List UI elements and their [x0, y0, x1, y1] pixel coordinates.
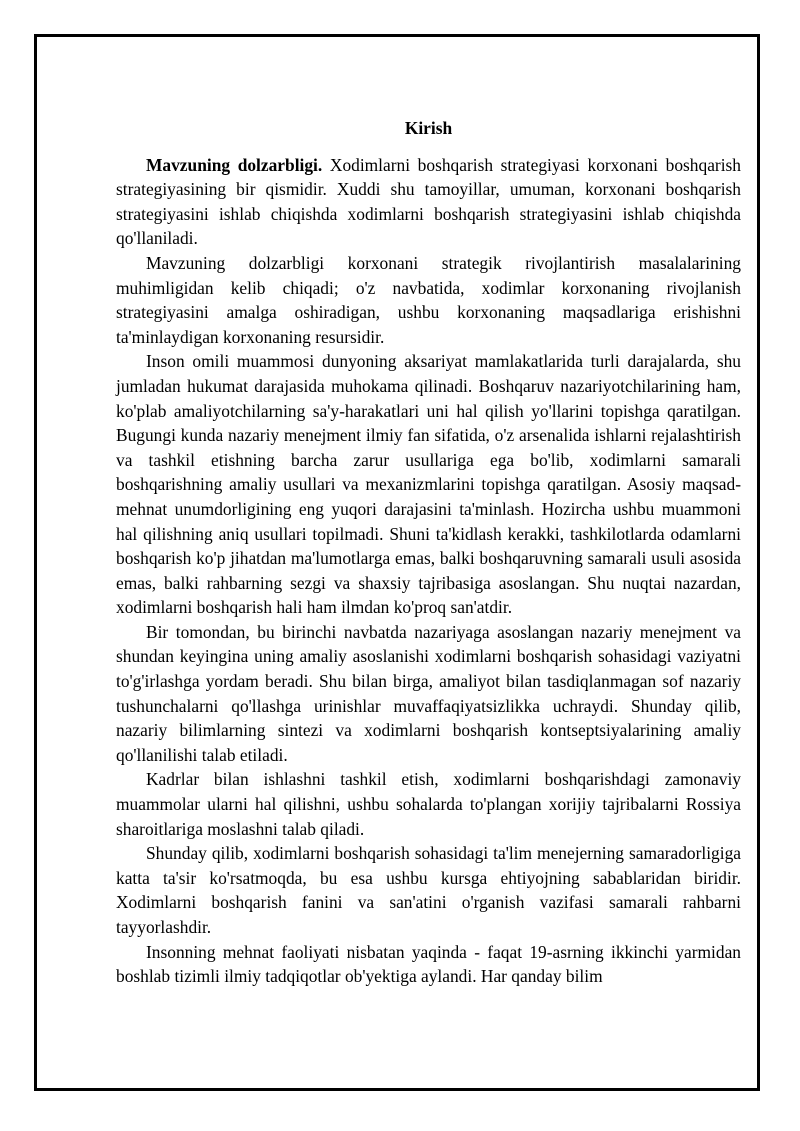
document-title: Kirish: [404, 118, 453, 138]
paragraph: [116, 841, 741, 939]
paragraph: [116, 767, 741, 841]
paragraph-text: Shunday qilib, xodimlarni boshqarish sohasidagi ta'lim menejerning samaradorligiga katta ta'sir ko'rsatmoqda, bu esa ushbu kursga ehtiyojning sabablaridan biridir. Xodimlarni boshqarish fanini va san'atini o'rganish vazifasi samarali rahbarni tayyorlashdir.: [116, 843, 741, 937]
paragraph: [116, 940, 741, 989]
paragraph-text: Mavzuning dolzarbligi korxonani strategik rivojlantirish masalalarining muhimligidan kelib chiqadi; o'z navbatida, xodimlar korxonaning rivojlanish strategiyasini amalga oshiradigan, ushbu korxonaning maqsadlariga erishishni ta'minlaydigan korxonaning resursidir.: [116, 252, 741, 347]
paragraph-text: Bir tomondan, bu birinchi navbatda nazariyaga asoslangan nazariy menejment va shundan keyingina uning amaliy asoslanishi xodimlarni boshqarish sohasidagi vaziyatni to'g'irlashga yordam beradi. Shu bilan birga, amaliyot bilan tasdiqlanmagan sof nazariy tushunchalarni qo'llashga urinishlar muvaffaqiyatsizlikka uchraydi. Shunday qilib, nazariy bilimlarning sintezi va xodimlarni boshqarish kontseptsiyalarining amaliy qo'llanilishi talab etiladi.: [116, 621, 741, 765]
paragraph-text: Kadrlar bilan ishlashni tashkil etish, xodimlarni boshqarishdagi zamonaviy muammolar ularni hal qilishni, ushbu sohalarda to'plangan xorijiy tajribalarni Rossiya sharoitlariga moslashni talab qiladi.: [116, 769, 741, 839]
paragraph: [116, 251, 741, 349]
paragraph-relevance: [116, 153, 741, 251]
document-body: [116, 116, 741, 989]
paragraph: [116, 349, 741, 620]
paragraph: [116, 620, 741, 768]
paragraph-text: Insonning mehnat faoliyati nisbatan yaqinda - faqat 19-asrning ikkinchi yarmidan boshlab tizimli ilmiy tadqiqotlar ob'yektiga aylandi. Har qanday bilim: [116, 941, 741, 987]
paragraph-text: Xodimlarni boshqarish strategiyasi korxonani boshqarish strategiyasining bir qismidir. Xuddi shu tamoyillar, umuman, korxonani boshqarish strategiyasini ishlab chiqishda xodimlarni boshqarish strategiyasini ishlab chiqishda qo'llaniladi.: [116, 154, 741, 249]
paragraph-text: Inson omili muammosi dunyoning aksariyat mamlakatlarida turli darajalarda, shu jumladan hukumat darajasida muhokama qilinadi. Boshqaruv nazariyotchilarining ham, ko'plab amaliyotchilarning sa'y-harakatlari uni hal qilish yo'llarini topishga qaratilgan. Bugungi kunda nazariy menejment ilmiy fan sifatida, o'z arsenalida ishlarni rejalashtirish va tashkil etishning barcha zarur usullariga ega bo'lib, xodimlarni samarali boshqarishning amaliy usullari va mexanizmlarini topishga qaratilgan. Asosiy maqsad-mehnat unumdorligining eng yuqori darajasini ta'minlash. Hozircha ushbu muammoni hal qilishning aniq usullari topilmadi. Shuni ta'kidlash kerakki, tashkilotlarda odamlarni boshqarish ko'p jihatdan ma'lumotlarga emas, balki boshqaruvning samarali usuli asosida emas, balki rahbarning sezgi va shaxsiy tajribasiga asoslangan. Shu nuqtai nazardan, xodimlarni boshqarish hali ham ilmdan ko'proq san'atdir.: [116, 351, 741, 618]
paragraph-lead: Mavzuning dolzarbligi.: [146, 154, 323, 175]
